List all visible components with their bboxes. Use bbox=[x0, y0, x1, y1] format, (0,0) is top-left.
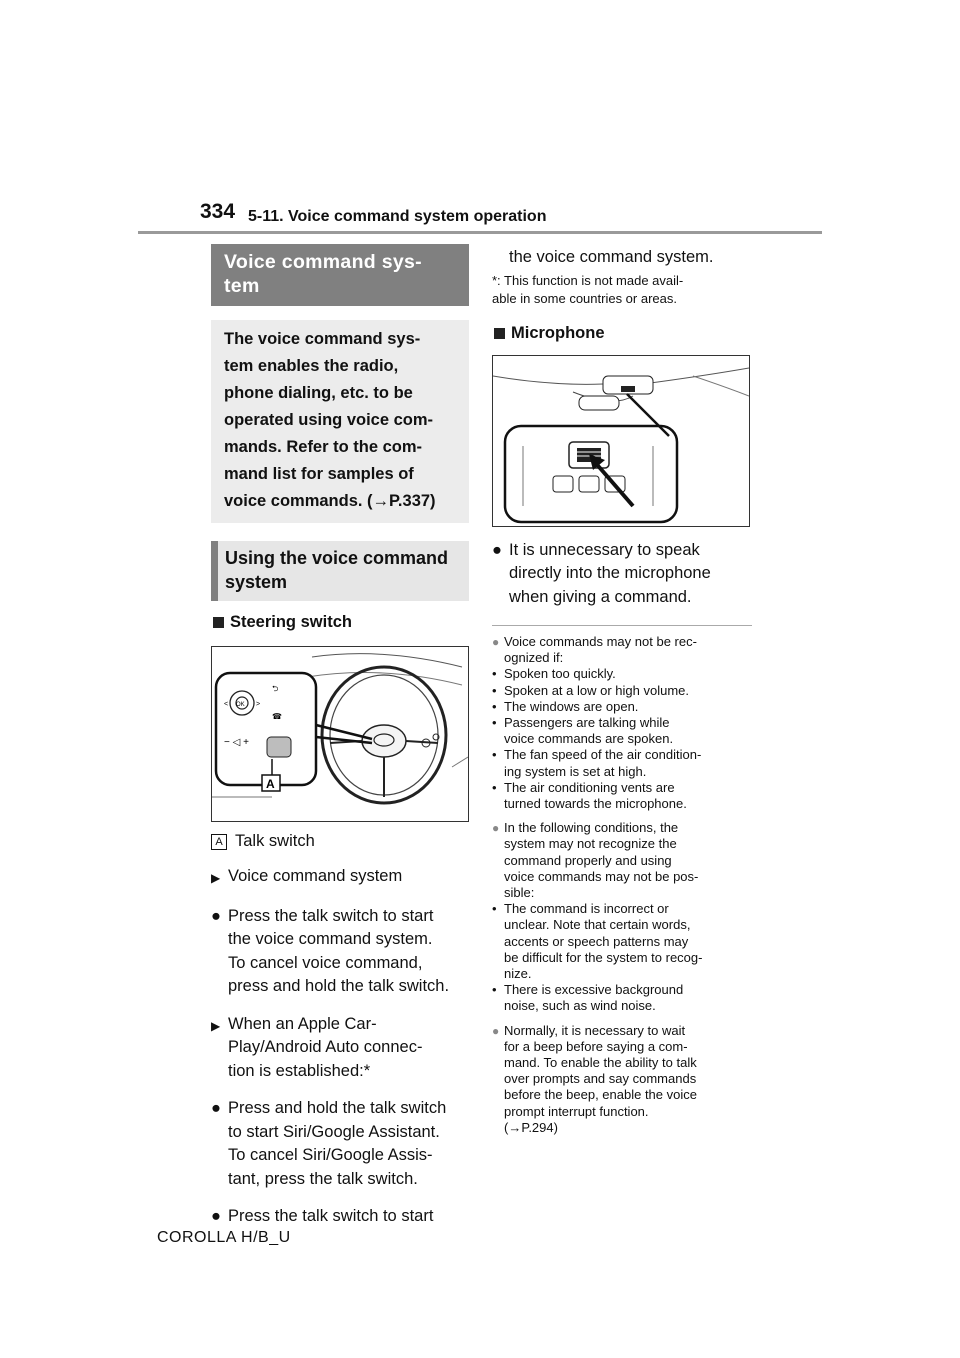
dot-bullet-icon: • bbox=[492, 666, 497, 682]
svg-text:⮌: ⮌ bbox=[272, 684, 279, 693]
svg-text:☎: ☎ bbox=[272, 712, 282, 721]
dot-bullet-icon: • bbox=[492, 715, 497, 731]
note-dot-icon: ● bbox=[492, 821, 500, 836]
note-dot-icon: ● bbox=[492, 1023, 500, 1038]
steering-switch-heading bbox=[211, 613, 469, 632]
note-subitem: • The windows are open. bbox=[492, 698, 639, 714]
section-heading: Voice command sys- tem bbox=[211, 244, 469, 306]
right-column bbox=[492, 244, 752, 1136]
note bbox=[492, 1023, 752, 1136]
dot-bullet-icon: • bbox=[492, 682, 497, 698]
section-title: 5-11. Voice command system operation bbox=[248, 208, 547, 225]
list-item bbox=[211, 865, 469, 891]
round-bullet-icon: ● bbox=[211, 906, 221, 925]
footer-model-code: COROLLA H/B_U bbox=[157, 1229, 291, 1246]
list-item-text: Voice command system bbox=[228, 867, 403, 885]
subheading-using-voice-command: Using the voice command system bbox=[211, 541, 469, 601]
callout-label: Talk switch bbox=[235, 832, 315, 850]
note-subitem: • The air conditioning vents are turned towards the microphone. bbox=[492, 779, 687, 812]
header-rule bbox=[138, 231, 822, 234]
note-text: Normally, it is necessary to wait for a beep before saying a com- mand. To enable the ability to talk over prompts and say commands before the beep, enable the voice prompt interrupt function. (→P.294) bbox=[504, 1022, 697, 1135]
note-text: In the following conditions, the system may not recognize the command properly and using voice commands may not be pos- sible: bbox=[504, 820, 699, 901]
svg-text:>: > bbox=[256, 701, 261, 708]
dot-bullet-icon: • bbox=[492, 747, 497, 763]
arrow-bullet-icon: ▶ bbox=[211, 871, 221, 885]
list-item-text: Press the talk switch to start bbox=[228, 1207, 434, 1225]
list-item bbox=[492, 539, 752, 610]
note-text: Voice commands may not be rec- ognized if: bbox=[504, 634, 697, 666]
dot-bullet-icon: • bbox=[492, 779, 497, 795]
list-item-text: When an Apple Car- Play/Android Auto connec- tion is established:* bbox=[228, 1014, 423, 1080]
steering-switch-illustration bbox=[211, 646, 469, 822]
callout-talk-switch bbox=[211, 832, 469, 851]
page-number: 334 bbox=[200, 200, 236, 223]
continued-text: the voice command system. bbox=[509, 248, 714, 266]
svg-text:<: < bbox=[224, 701, 229, 708]
svg-text:A: A bbox=[266, 777, 275, 791]
note-subitem: • The fan speed of the air condition- ing system is set at high. bbox=[492, 747, 702, 779]
microphone-heading-text: Microphone bbox=[511, 323, 605, 342]
note-dot-icon: ● bbox=[492, 635, 500, 649]
square-bullet-icon bbox=[494, 328, 505, 339]
list-item bbox=[211, 1205, 469, 1229]
intro-box: The voice command sys- tem enables the radio, phone dialing, etc. to be operated using voice com- mands. Refer to the com- mand list for samples of voice commands. (→P.337) bbox=[211, 320, 469, 523]
microphone-drawing bbox=[493, 356, 749, 526]
svg-text:− ◁ +: − ◁ + bbox=[224, 737, 249, 748]
callout-letter-box: A bbox=[211, 834, 227, 850]
svg-text:OK: OK bbox=[236, 702, 245, 708]
round-bullet-icon: ● bbox=[211, 1207, 221, 1225]
arrow-bullet-icon: ▶ bbox=[211, 1018, 221, 1033]
note-subitem: • Passengers are talking while voice commands are spoken. bbox=[492, 715, 674, 747]
note bbox=[492, 634, 752, 812]
list-item bbox=[211, 1097, 469, 1191]
list-item-text: Press and hold the talk switch to start Siri/Google Assistant. To cancel Siri/Google Assis- tant, press the talk switch. bbox=[228, 1099, 447, 1188]
dot-bullet-icon: • bbox=[492, 698, 497, 714]
round-bullet-icon: ● bbox=[211, 1099, 221, 1117]
steering-switch-heading-text: Steering switch bbox=[230, 613, 352, 631]
note-subitem: • There is excessive background noise, such as wind noise. bbox=[492, 982, 684, 1014]
steering-wheel-drawing bbox=[212, 647, 468, 821]
list-item-text: It is unnecessary to speak directly into the microphone when giving a command. bbox=[509, 540, 711, 606]
list-item bbox=[211, 1013, 469, 1084]
dot-bullet-icon: • bbox=[492, 982, 497, 998]
left-column bbox=[211, 244, 469, 1229]
round-bullet-icon: ● bbox=[492, 540, 502, 559]
notes-divider bbox=[492, 625, 752, 626]
dot-bullet-icon: • bbox=[492, 901, 497, 917]
note-subitem: • Spoken too quickly. bbox=[492, 666, 616, 682]
square-bullet-icon bbox=[213, 617, 224, 628]
microphone-heading bbox=[492, 324, 752, 343]
note-subitem: • Spoken at a low or high volume. bbox=[492, 682, 689, 698]
note-subitem: • The command is incorrect or unclear. Note that certain words, accents or speech patterns may be difficult for the system to recog- nize. bbox=[492, 901, 703, 982]
microphone-illustration bbox=[492, 355, 750, 527]
footnote: *: This function is not made avail- able in some countries or areas. bbox=[492, 272, 684, 306]
list-item bbox=[211, 905, 469, 999]
list-item-text: Press the talk switch to start the voice command system. To cancel voice command, press and hold the talk switch. bbox=[228, 906, 450, 995]
note bbox=[492, 820, 752, 1014]
